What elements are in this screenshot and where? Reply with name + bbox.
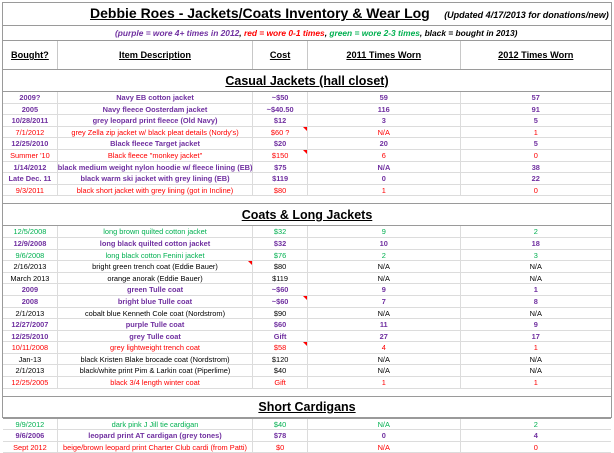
legend-sep: ,	[419, 28, 425, 38]
bought-cell[interactable]: 2008	[3, 296, 58, 307]
table-row[interactable]	[3, 185, 611, 197]
description-cell[interactable]: orange anorak (Eddie Bauer)	[58, 273, 253, 284]
cost-cell[interactable]: $60	[253, 319, 308, 330]
bought-cell[interactable]: 9/6/2008	[3, 250, 58, 261]
worn-2011-cell[interactable]: 116	[308, 104, 461, 115]
section-heading: Casual Jackets (hall closet)	[3, 70, 611, 92]
legend-sep: ,	[324, 28, 330, 38]
worn-2012-cell[interactable]: 9	[533, 320, 538, 330]
table-row[interactable]	[3, 365, 611, 377]
worn-2011-cell[interactable]: 27	[308, 331, 461, 342]
table-row[interactable]	[3, 354, 611, 366]
cost-cell[interactable]: ~$60	[253, 284, 308, 295]
description-cell[interactable]: grey Zella zip jacket w/ black pleat details (Nordy's)	[58, 127, 253, 138]
bought-cell[interactable]: 2/16/2013	[3, 261, 58, 272]
description-cell[interactable]: Navy EB cotton jacket	[58, 92, 253, 103]
cost-cell[interactable]: $60 ?	[253, 127, 308, 138]
worn-2011-cell[interactable]: N/A	[308, 162, 460, 173]
table-row[interactable]	[3, 419, 611, 431]
description-cell[interactable]: black/white print Pim & Larkin coat (Piperlime)	[58, 365, 253, 376]
cost-cell[interactable]: $58	[253, 342, 308, 353]
table-row[interactable]	[3, 308, 611, 320]
table-row[interactable]	[3, 430, 611, 442]
bought-cell[interactable]: 9/3/2011	[3, 185, 58, 196]
table-row[interactable]	[3, 296, 611, 308]
worn-2011-cell[interactable]: 59	[308, 92, 461, 103]
table-row[interactable]	[3, 162, 611, 174]
worn-2012-cell[interactable]: 2	[533, 227, 538, 237]
worn-2012-cell[interactable]: 5	[533, 139, 538, 149]
table-row[interactable]	[3, 92, 611, 104]
page-title: Debbie Roes - Jackets/Coats Inventory & Wear Log	[90, 5, 430, 21]
worn-2011-cell[interactable]: N/A	[308, 365, 461, 376]
cost-cell[interactable]: $120	[253, 354, 308, 365]
description-cell[interactable]: long brown quilted cotton jacket	[58, 226, 253, 237]
description-cell[interactable]: cobalt blue Kenneth Cole coat (Nordstrom)	[58, 308, 253, 319]
description-cell[interactable]: Navy fleece Oosterdam jacket	[58, 104, 253, 115]
bought-cell[interactable]: 10/28/2011	[3, 115, 58, 126]
cost-cell[interactable]: $32	[253, 238, 308, 249]
section-heading: Coats & Long Jackets	[3, 204, 611, 226]
bought-cell[interactable]: 12/5/2008	[3, 226, 58, 237]
worn-2012-cell[interactable]: 91	[531, 104, 540, 114]
bought-cell[interactable]: 2009	[3, 284, 58, 295]
table-row[interactable]	[3, 284, 611, 296]
cost-cell[interactable]: $40	[253, 365, 308, 376]
cost-cell[interactable]: $78	[253, 430, 308, 441]
description-cell[interactable]: beige/brown leopard print Charter Club cardi (from Patti)	[58, 442, 253, 453]
worn-2011-cell[interactable]: 9	[308, 226, 461, 237]
bought-cell[interactable]: 12/27/2007	[3, 319, 58, 330]
worn-2011-cell[interactable]: 11	[308, 319, 461, 330]
description-cell[interactable]: bright green trench coat (Eddie Bauer)	[58, 261, 253, 272]
header-2012-worn[interactable]: 2012 Times Worn	[498, 50, 574, 60]
description-cell[interactable]: purple Tulle coat	[58, 319, 253, 330]
description-cell[interactable]: Black fleece "monkey jacket"	[58, 150, 253, 161]
worn-2011-cell[interactable]: N/A	[308, 261, 461, 272]
updated-note: (Updated 4/17/2013 for donations/new)	[444, 10, 609, 20]
table-row[interactable]	[3, 331, 611, 343]
worn-2011-cell[interactable]: N/A	[308, 419, 461, 430]
worn-2012-cell[interactable]: N/A	[529, 262, 542, 272]
worn-2011-cell[interactable]: 7	[308, 296, 461, 307]
table-row[interactable]	[3, 273, 611, 285]
worn-2011-cell[interactable]: N/A	[308, 273, 461, 284]
worn-2011-cell[interactable]: 20	[308, 138, 461, 149]
worn-2012-cell[interactable]: 0	[533, 185, 538, 195]
worn-2011-cell[interactable]: 3	[308, 115, 461, 126]
description-cell[interactable]: long black cotton Fenini jacket	[58, 250, 253, 261]
worn-2012-cell[interactable]: 4	[533, 431, 538, 441]
table-row[interactable]	[3, 226, 611, 238]
cost-cell[interactable]: $80	[253, 185, 308, 196]
bought-cell[interactable]: 9/9/2012	[3, 419, 58, 430]
table-row[interactable]	[3, 138, 611, 150]
worn-2011-cell[interactable]: N/A	[308, 127, 461, 138]
table-row[interactable]	[3, 319, 611, 331]
description-cell[interactable]: black Kristen Blake brocade coat (Nordstrom)	[58, 354, 253, 365]
header-cost[interactable]: Cost	[253, 41, 308, 69]
description-cell[interactable]: green Tulle coat	[58, 284, 253, 295]
table-row[interactable]	[3, 150, 611, 162]
cost-cell[interactable]: $150	[253, 150, 308, 161]
cost-cell[interactable]: Gift	[253, 331, 308, 342]
description-cell[interactable]: grey leopard print fleece (Old Navy)	[58, 115, 253, 126]
worn-2012-cell[interactable]: 5	[533, 116, 538, 126]
worn-2012-cell[interactable]: 18	[531, 238, 540, 248]
description-cell[interactable]: grey lightweight trench coat	[58, 342, 253, 353]
worn-2012-cell[interactable]: N/A	[529, 273, 542, 283]
worn-2011-cell[interactable]: N/A	[308, 354, 461, 365]
bought-cell[interactable]: 1/14/2012	[3, 162, 58, 173]
legend-sep: ,	[239, 28, 244, 38]
worn-2011-cell[interactable]: 4	[308, 342, 461, 353]
worn-2012-cell[interactable]: 1	[533, 378, 538, 388]
section-spacer	[3, 196, 611, 204]
spreadsheet	[2, 2, 612, 452]
worn-2011-cell[interactable]: 6	[308, 150, 461, 161]
worn-2012-cell[interactable]: 8	[533, 296, 538, 306]
worn-2011-cell[interactable]: 2	[308, 250, 461, 261]
header-2011-worn[interactable]: 2011 Times Worn	[308, 41, 461, 69]
worn-2012-cell[interactable]: 1	[533, 285, 538, 295]
worn-2012-cell[interactable]: 22	[531, 174, 540, 184]
worn-2011-cell[interactable]: 0	[308, 430, 461, 441]
cost-cell[interactable]: $119	[253, 273, 308, 284]
legend-black: black = bought in 2013)	[424, 28, 518, 38]
bought-cell[interactable]: Sept 2012	[3, 442, 58, 453]
worn-2011-cell[interactable]: N/A	[308, 308, 461, 319]
bought-cell[interactable]: 2009?	[3, 92, 58, 103]
title-row	[3, 3, 611, 26]
description-cell[interactable]: long black quilted cotton jacket	[58, 238, 253, 249]
description-cell[interactable]: black warm ski jacket with grey lining (EB)	[58, 173, 253, 184]
table-row[interactable]	[3, 342, 611, 354]
bought-cell[interactable]: 12/9/2008	[3, 238, 58, 249]
description-cell[interactable]: black short jacket with grey lining (got in Incline)	[58, 185, 253, 196]
cost-cell[interactable]: $0	[253, 442, 308, 453]
description-cell[interactable]: black 3/4 length winter coat	[58, 377, 253, 388]
worn-2012-cell[interactable]: N/A	[529, 354, 542, 364]
worn-2012-cell[interactable]: N/A	[529, 308, 542, 318]
worn-2012-cell[interactable]: 38	[531, 162, 540, 172]
description-cell[interactable]: Black fleece Target jacket	[58, 138, 253, 149]
section-spacer	[3, 389, 611, 397]
bought-cell[interactable]: 2/1/2013	[3, 365, 58, 376]
cost-cell[interactable]: $32	[253, 226, 308, 237]
header-description[interactable]: Item Description	[58, 41, 253, 69]
worn-2012-cell[interactable]: 0	[533, 442, 538, 452]
cost-cell[interactable]: $20	[253, 138, 308, 149]
cost-cell[interactable]: $75	[253, 162, 308, 173]
worn-2012-cell[interactable]: 1	[533, 343, 538, 353]
description-cell[interactable]: black medium weight nylon hoodie w/ fleece lining (EB)	[57, 162, 253, 172]
worn-2012-cell[interactable]: 0	[533, 150, 538, 160]
worn-2011-cell[interactable]: N/A	[308, 442, 461, 453]
worn-2011-cell[interactable]: 1	[308, 377, 461, 388]
bought-cell[interactable]: 10/11/2008	[3, 342, 58, 353]
worn-2011-cell[interactable]: 9	[308, 284, 461, 295]
worn-2012-cell[interactable]: 17	[531, 331, 540, 341]
legend-green: green = wore 2-3 times	[329, 28, 420, 38]
cost-cell[interactable]: ~$40.50	[253, 104, 308, 115]
table-row[interactable]	[3, 104, 611, 116]
cost-cell[interactable]: Gift	[253, 377, 308, 388]
bought-cell[interactable]: Late Dec. 11	[3, 173, 58, 184]
description-cell[interactable]: bright blue Tulle coat	[58, 296, 253, 307]
cost-cell[interactable]: $90	[253, 308, 308, 319]
bought-cell[interactable]: 9/6/2006	[3, 430, 58, 441]
bought-cell[interactable]: 12/25/2010	[3, 138, 58, 149]
description-cell[interactable]: leopard print AT cardigan (grey tones)	[58, 430, 253, 441]
section-heading: Short Cardigans	[3, 397, 611, 419]
table-row[interactable]	[3, 115, 611, 127]
bought-cell[interactable]: 7/1/2012	[3, 127, 58, 138]
bought-cell[interactable]: 2/1/2013	[3, 308, 58, 319]
worn-2011-cell[interactable]: 0	[308, 173, 461, 184]
worn-2012-cell[interactable]: 2	[533, 419, 538, 429]
worn-2012-cell[interactable]: 57	[531, 93, 540, 102]
legend-red: red = wore 0-1 times	[243, 28, 325, 38]
bought-cell[interactable]: March 2013	[3, 273, 58, 284]
table-row[interactable]	[3, 127, 611, 139]
cost-cell[interactable]: $80	[253, 261, 308, 272]
table-row[interactable]	[3, 261, 611, 273]
cost-cell[interactable]: $76	[253, 250, 308, 261]
color-legend	[3, 26, 611, 41]
table-row[interactable]	[3, 377, 611, 389]
column-headers	[3, 41, 611, 70]
table-row[interactable]	[3, 442, 611, 453]
description-cell[interactable]: grey Tulle coat	[58, 331, 253, 342]
bought-cell[interactable]: 12/25/2010	[3, 331, 58, 342]
cost-cell[interactable]: ~$50	[253, 92, 308, 103]
legend-purple: (purple = wore 4+ times in 2012	[115, 28, 240, 38]
bought-cell[interactable]: Jan-13	[3, 354, 58, 365]
description-cell[interactable]: dark pink J Jill tie cardigan	[58, 419, 253, 430]
bought-cell[interactable]: 12/25/2005	[3, 377, 58, 388]
cost-cell[interactable]: ~$60	[253, 296, 308, 307]
worn-2012-cell[interactable]: 3	[533, 250, 538, 260]
worn-2012-cell[interactable]: N/A	[529, 366, 542, 376]
cost-cell[interactable]: $119	[253, 173, 308, 184]
table-row[interactable]	[3, 250, 611, 262]
cost-cell[interactable]: $12	[253, 115, 308, 126]
header-bought[interactable]: Bought?	[3, 41, 58, 69]
worn-2011-cell[interactable]: 1	[308, 185, 461, 196]
bought-cell[interactable]: 2005	[3, 104, 58, 115]
table-row[interactable]	[3, 173, 611, 185]
worn-2012-cell[interactable]: 1	[533, 127, 538, 137]
cost-cell[interactable]: $40	[253, 419, 308, 430]
table-row[interactable]	[3, 238, 611, 250]
worn-2011-cell[interactable]: 10	[308, 238, 461, 249]
bought-cell[interactable]: Summer '10	[3, 150, 58, 161]
table-body	[3, 70, 611, 453]
